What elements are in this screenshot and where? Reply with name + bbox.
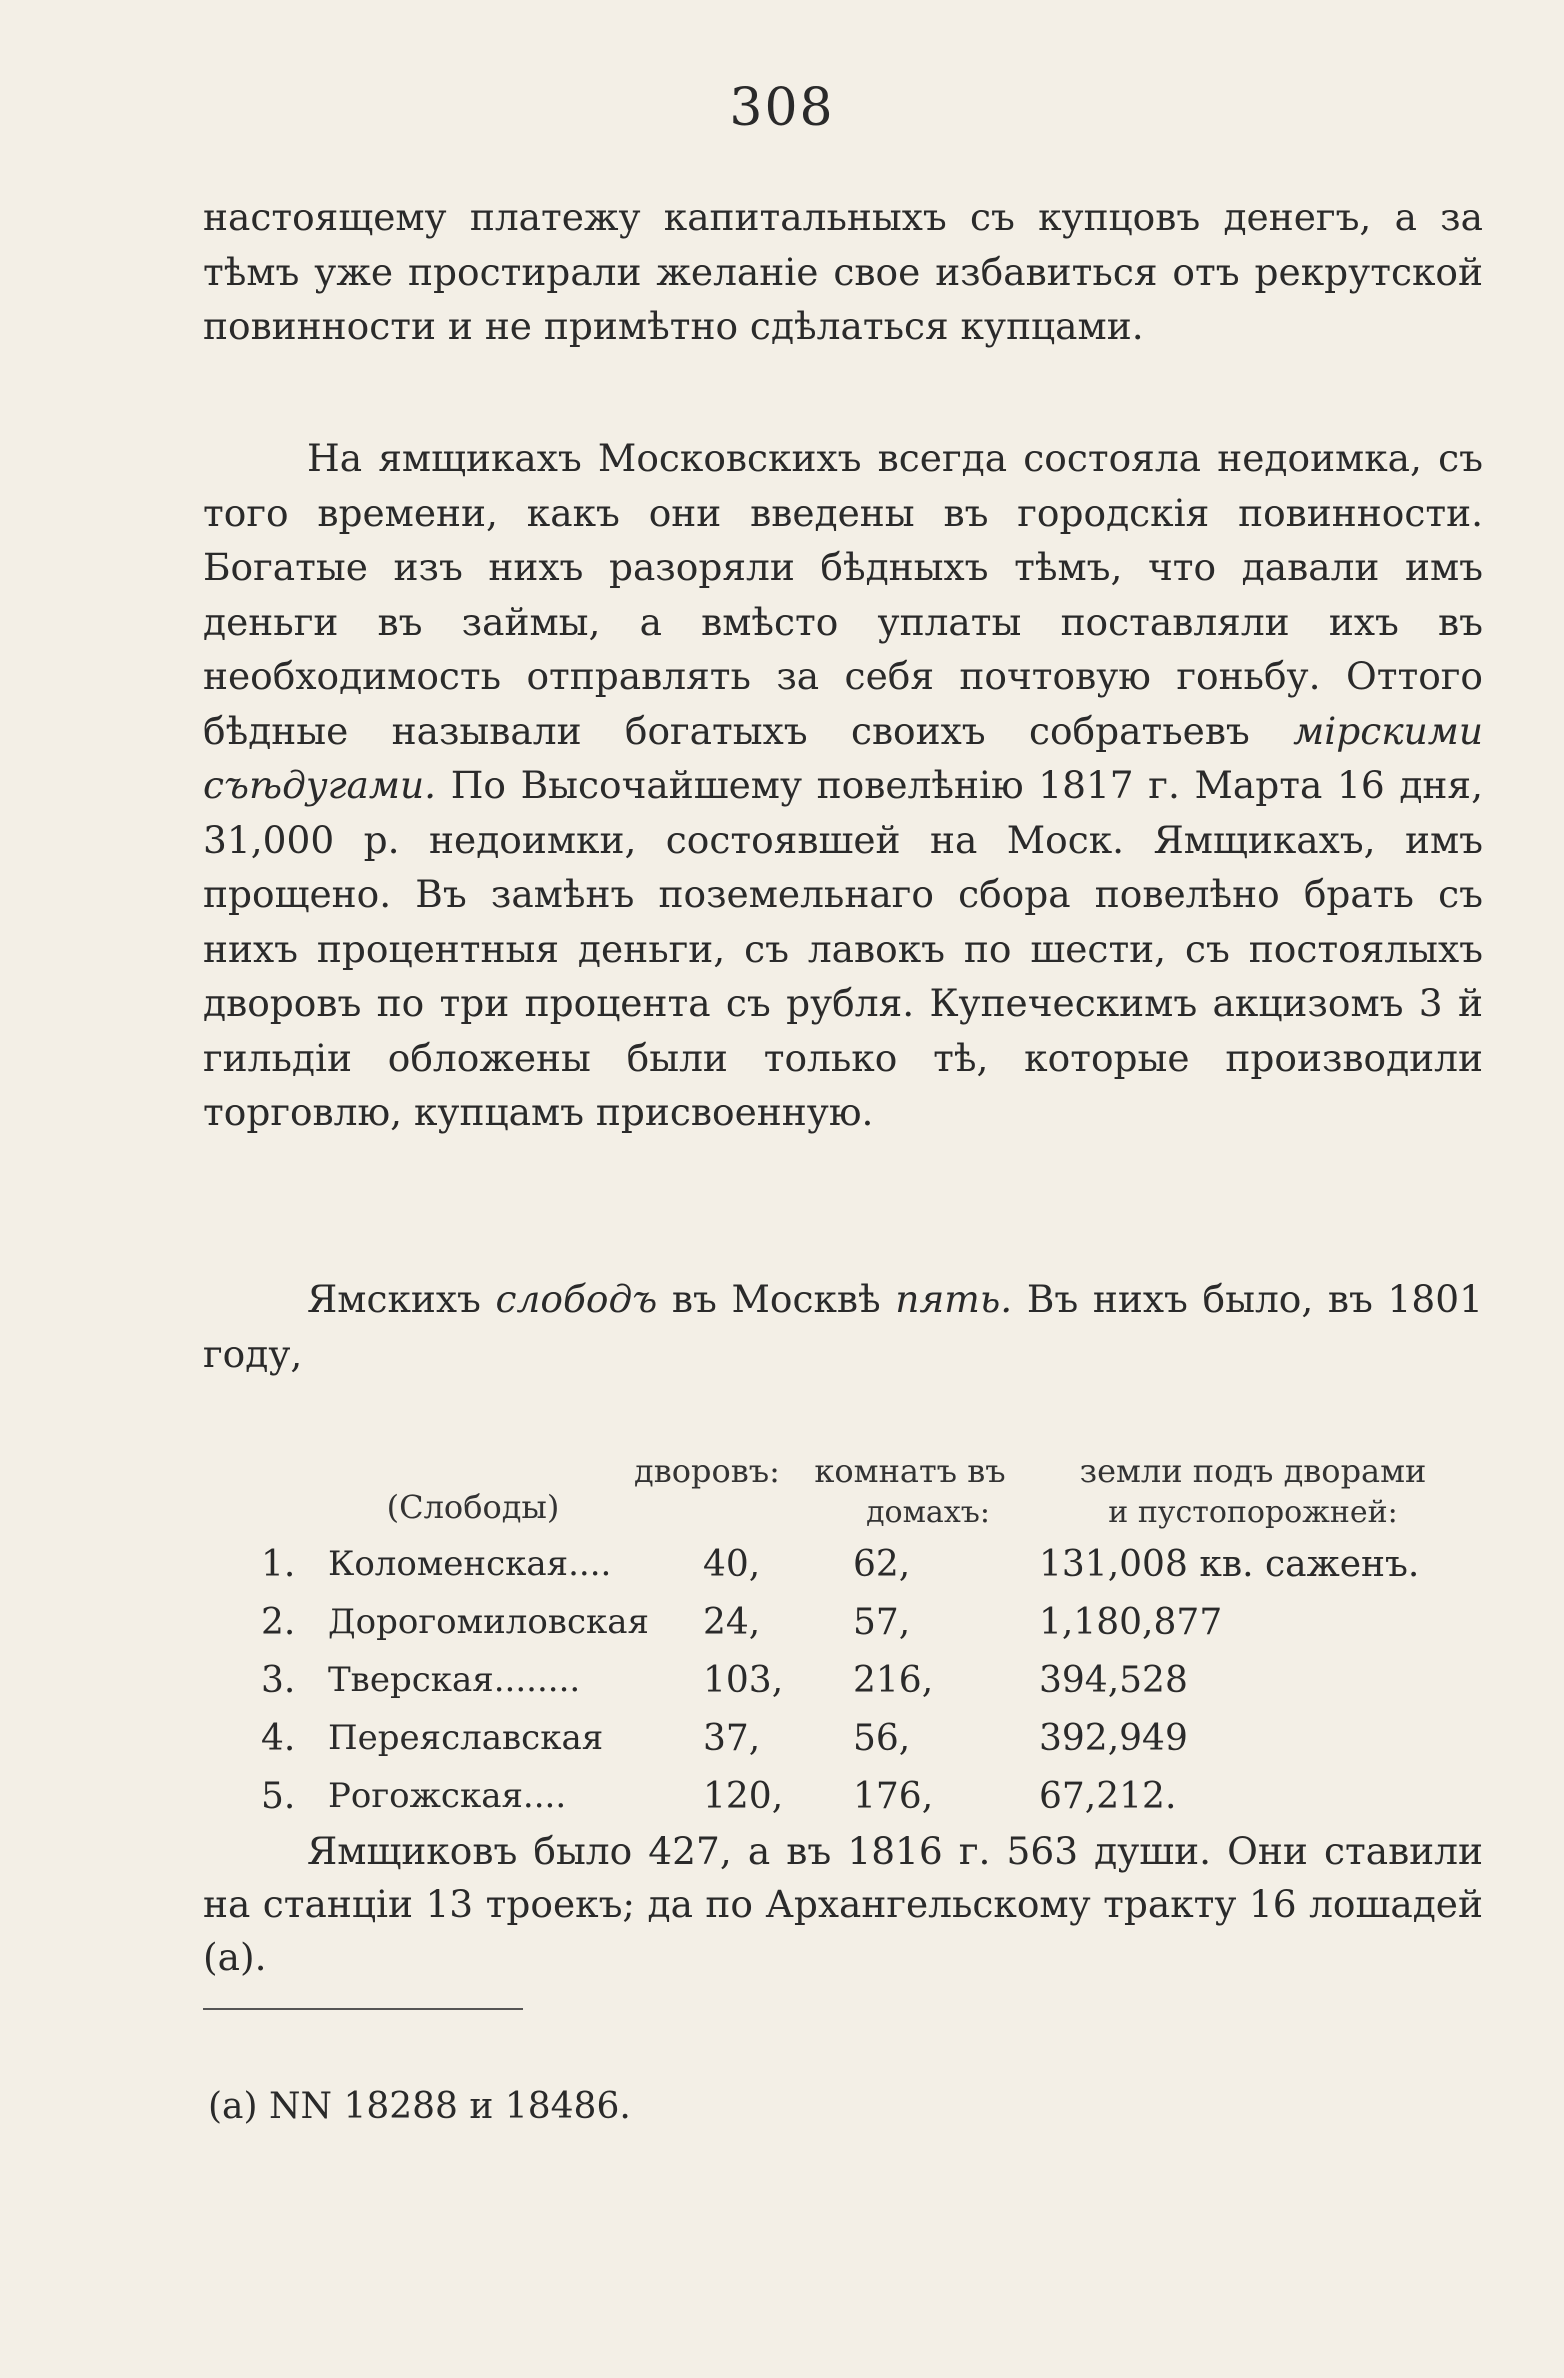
row-number: 5. (261, 1776, 296, 1817)
row-zemli: 1,180,877 (1039, 1602, 1223, 1643)
summary-text: Ямщиковъ было 427, а въ 1816 г. 563 души. Они ставили на станціи 13 троекъ; да по Архангельскому тракту 16 лошадей (а). (203, 1829, 1483, 1979)
header-komnat-line2: домахъ: (866, 1495, 990, 1530)
row-zemli: 392,949 (1039, 1718, 1188, 1759)
row-dvorov: 40, (703, 1544, 761, 1585)
paragraph-1 (203, 190, 1483, 354)
row-komnat: 56, (853, 1718, 911, 1759)
header-zemli-line1: земли подъ дворами (1079, 1452, 1427, 1490)
table-row (203, 1718, 1483, 1776)
row-name: Переяславская (328, 1718, 604, 1758)
paragraph-3 (203, 1272, 1483, 1381)
row-komnat: 62, (853, 1544, 911, 1585)
footnote: (а) NN 18288 и 18486. (208, 2086, 631, 2127)
paragraph-2-text-b: По Высочайшему повелѣнію 1817 г. Марта 16 дня, 31,000 р. недоимки, состоявшей на Моск. Ямщикахъ, имъ прощено. Въ замѣнъ поземельнаго сбора повелѣно брать съ нихъ процентныя деньги, съ лавокъ по шести, съ постоялыхъ дворовъ по три процента съ рубля. Купеческимъ акцизомъ 3 й гильдіи обложены были только тѣ, которые производили торговлю, купцамъ присвоенную. (203, 763, 1483, 1134)
row-name: Рогожская.... (328, 1776, 567, 1816)
paragraph-3-text-b: въ Москвѣ (657, 1277, 896, 1321)
row-zemli: 394,528 (1039, 1660, 1188, 1701)
row-komnat: 57, (853, 1602, 911, 1643)
summary-paragraph (203, 1825, 1483, 1984)
row-name: Коломенская.... (328, 1544, 612, 1584)
row-dvorov: 120, (703, 1776, 784, 1817)
page-number: 308 (729, 78, 835, 138)
paragraph-2-italic: мірскими съѣдугами. (203, 708, 1483, 807)
row-dvorov: 103, (703, 1660, 784, 1701)
table-row (203, 1602, 1483, 1660)
row-komnat: 216, (853, 1660, 934, 1701)
header-slobody: (Слободы) (386, 1488, 560, 1526)
row-dvorov: 24, (703, 1602, 761, 1643)
paragraph-3-text-c: Въ нихъ было, въ 1801 году, (203, 1277, 1483, 1376)
paragraph-3-italic-2: пять. (895, 1277, 1013, 1321)
paragraph-2-text-a: На ямщикахъ Московскихъ всегда состояла недоимка, съ того времени, какъ они введены въ городскія повинности. Богатые изъ нихъ разоряли бѣдныхъ тѣмъ, что давали имъ деньги въ займы, а вмѣсто уплаты поставляли ихъ въ необходимость отправлять за себя почтовую гоньбу. Оттого бѣдные называли богатыхъ своихъ собратьевъ (203, 436, 1483, 753)
footnote-divider (203, 2008, 523, 2010)
row-name: Дорогомиловская (328, 1602, 649, 1642)
row-dvorov: 37, (703, 1718, 761, 1759)
paragraph-3-text-a: Ямскихъ (307, 1277, 496, 1321)
row-number: 2. (261, 1602, 296, 1643)
row-number: 1. (261, 1544, 296, 1585)
paragraph-3-italic-1: слободъ (495, 1277, 658, 1321)
header-dvorov: дворовъ: (634, 1452, 780, 1490)
table-row (203, 1660, 1483, 1718)
row-number: 4. (261, 1718, 296, 1759)
row-name: Тверская........ (328, 1660, 581, 1700)
row-zemli: 131,008 кв. саженъ. (1039, 1544, 1420, 1585)
paragraph-2 (203, 431, 1483, 1140)
row-zemli: 67,212. (1039, 1776, 1177, 1817)
header-zemli-line2: и пустопорожней: (1108, 1495, 1398, 1530)
row-komnat: 176, (853, 1776, 934, 1817)
header-komnat-line1: комнатъ въ (814, 1452, 1006, 1490)
table-row (203, 1544, 1483, 1602)
paragraph-1-text: настоящему платежу капитальныхъ съ купцовъ денегъ, а за тѣмъ уже простирали желаніе свое избавиться отъ рекрутской повинности и не примѣтно сдѣлаться купцами. (203, 195, 1483, 348)
row-number: 3. (261, 1660, 296, 1701)
